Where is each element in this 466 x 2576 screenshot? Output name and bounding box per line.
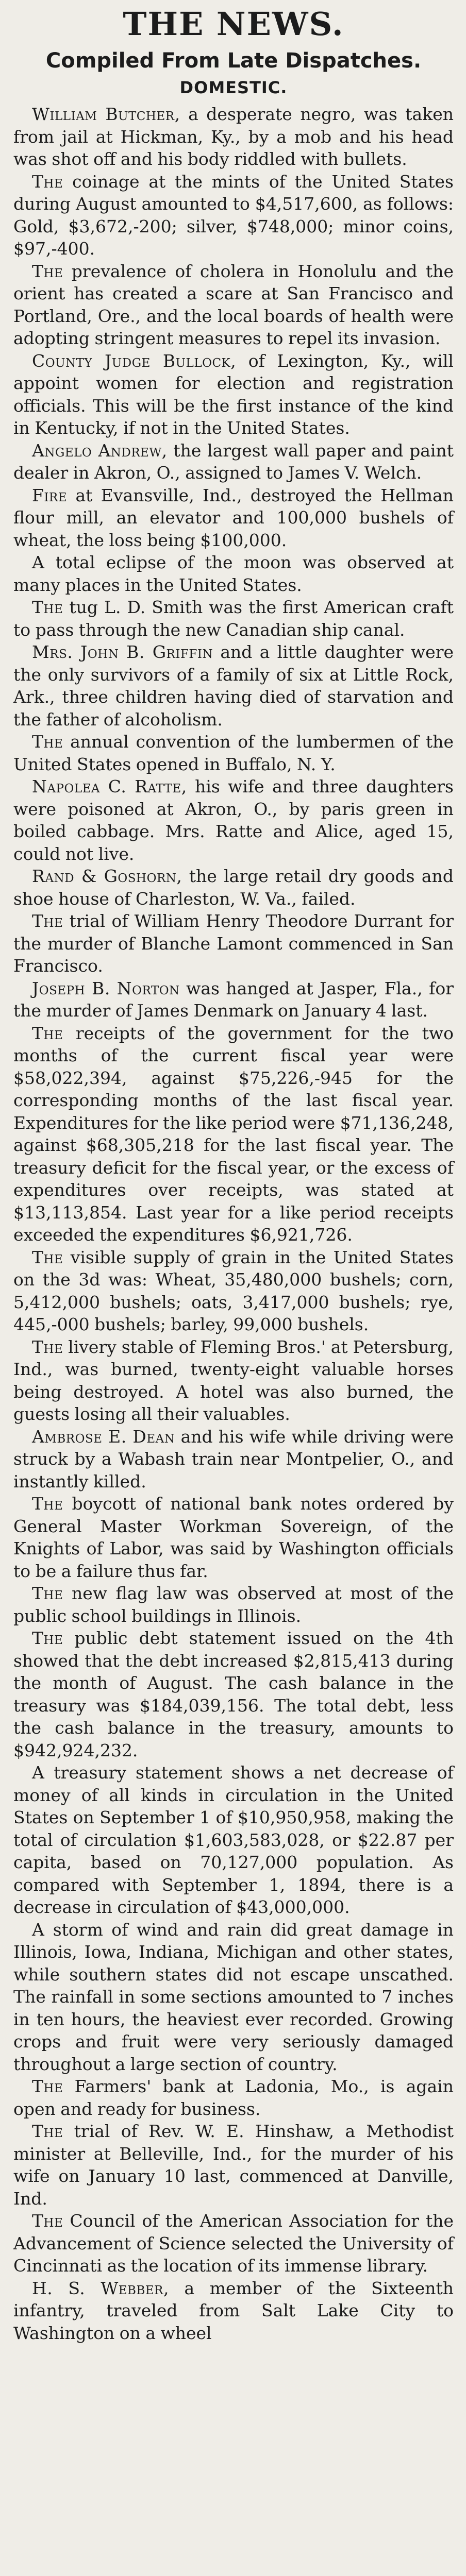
news-item-body: tug L. D. Smith was the first American craft to pass through the new Canadian ship canal. [13,597,454,640]
news-item-lead: A [32,1762,45,1783]
news-item [13,731,454,775]
news-item-body: his wife and three daughters were poisoned at Akron, O., by paris green in boiled cabbage. Mrs. Ratte and Alice, aged 15, could not live. [13,776,454,864]
news-item-lead: The [32,2211,63,2231]
article-list [13,103,454,2344]
news-item [13,2277,454,2345]
news-item-body: treasury statement shows a net decrease of money of all kinds in circulation in the United States on September 1 of $10,950,958, making the total of circulation $1,603,583,028, or $22.87 per capita, based on 70,127,000 population. As compared with September 1, 1894, there is a decrease in circulation of $43,000,000. [13,1762,454,1917]
news-item [13,910,454,977]
news-item-lead: William Butcher, [32,104,180,124]
news-item-body: coinage at the mints of the United States during August amounted to $4,517,600, as follows: Gold, $3,672,-200; silver, $748,000; minor coins, $97,-400. [13,171,454,259]
news-item-body: annual convention of the lumbermen of the United States opened in Buffalo, N. Y. [13,732,454,774]
news-item-body: and a little daughter were the only survivors of a family of six at Little Rock, Ark., three children having died of starvation and the father of alcoholism. [13,642,454,730]
news-item [13,103,454,171]
news-item [13,596,454,641]
news-item [13,260,454,350]
news-item-lead: The [32,1628,63,1648]
news-item [13,1022,454,1246]
news-item-body: the large retail dry goods and shoe house of Charleston, W. Va., failed. [13,866,454,909]
news-item [13,2075,454,2120]
subheading: Compiled From Late Dispatches. [45,49,422,73]
news-item [13,977,454,1022]
news-item-lead: Mrs. John B. Griffin [32,642,213,662]
news-item-lead: The [32,597,63,617]
news-item-body: Farmers' bank at Ladonia, Mo., is again open and ready for business. [13,2076,454,2119]
news-item [13,1627,454,1761]
news-item-body: at Evansville, Ind., destroyed the Hellman flour mill, an elevator and 100,000 bushels of wheat, the loss being $100,000. [13,485,454,550]
news-item-lead: A [32,1919,45,1940]
news-item-body: trial of William Henry Theodore Durrant for the murder of Blanche Lamont commenced in San Francisco. [13,911,454,976]
news-item-lead: Angelo Andrew, [32,440,168,461]
news-item [13,1246,454,1336]
news-item-body: boycott of national bank notes ordered by General Master Workman Sovereign, of the Knights of Labor, was said by Washington officials to be a failure thus far. [13,1494,454,1581]
news-item-lead: Napolea C. Ratte, [32,776,187,796]
news-item-body: a member of the Sixteenth infantry, traveled from Salt Lake City to Washington on a wheel [13,2278,454,2343]
news-item-body: storm of wind and rain did great damage in Illinois, Iowa, Indiana, Michigan and other states, while southern states did not escape unscathed. The rainfall in some sections amounted to 7 inches in ten hours, the heaviest ever recorded. Growing crops and fruit were very seriously damaged throughout a large section of country. [13,1919,454,2074]
news-item-lead: Joseph B. Norton [32,978,180,998]
news-item-body: visible supply of grain in the United States on the 3d was: Wheat, 35,480,000 bushels; corn, 5,412,000 bushels; oats, 3,417,000 bushels; rye, 445,-000 bushels; barley, 99,000 bushels. [13,1247,454,1334]
news-item [13,1919,454,2076]
news-item-lead: A [32,552,45,572]
news-item [13,551,454,596]
news-item [13,2120,454,2210]
news-item-lead: County Judge Bullock, [32,350,237,371]
news-item-lead: Fire [32,485,68,505]
news-item-body: a desperate negro, was taken from jail at Hickman, Ky., by a mob and his head was shot off and his body riddled with bullets. [13,104,454,169]
news-item-lead: Ambrose E. Dean [32,1426,175,1447]
news-item-lead: H. S. Webber, [32,2278,169,2298]
news-item-body: new flag law was observed at most of the public school buildings in Illinois. [13,1583,454,1626]
news-item-lead: Rand & Goshorn, [32,866,182,886]
news-item-lead: The [32,2076,63,2096]
news-item-lead: The [32,261,63,281]
news-item [13,641,454,731]
news-item-body: was hanged at Jasper, Fla., for the murder of James Denmark on January 4 last. [13,978,454,1021]
news-item [13,439,454,484]
news-item [13,484,454,552]
news-item-lead: The [32,2121,63,2141]
news-item [13,350,454,439]
news-item-lead: The [32,911,63,931]
news-item [13,2210,454,2277]
news-item-lead: The [32,1583,63,1603]
news-item-lead: The [32,1247,63,1267]
news-item-body: livery stable of Fleming Bros.' at Petersburg, Ind., was burned, twenty-eight valuable horses being destroyed. A hotel was also burned, the guests losing all their valuables. [13,1336,454,1424]
masthead: THE NEWS. [123,5,344,43]
news-item-body: public debt statement issued on the 4th showed that the debt increased $2,815,413 during the month of August. The cash balance in the treasury was $184,039,156. The total debt, less the cash balance in the treasury, amounts to $942,924,232. [13,1628,454,1760]
news-item-lead: The [32,1494,63,1514]
news-item-lead: The [32,732,63,752]
news-item-body: receipts of the government for the two months of the current fiscal year were $58,022,394, against $75,226,-945 for the corresponding months of the last fiscal year. Expenditures for the like period were $71,136,248, against $68,305,218 for the last fiscal year. The treasury deficit for the fiscal year, or the excess of expenditures over receipts, was stated at $13,113,854. Last year for a like period receipts exceeded the expenditures $6,921,726. [13,1023,454,1245]
news-item-lead: The [32,1023,63,1043]
news-item [13,1582,454,1627]
news-item-body: prevalence of cholera in Honolulu and the orient has created a scare at San Francisco and Portland, Ore., and the local boards of health were adopting stringent measures to repel its invasion. [13,261,454,348]
news-item [13,1761,454,1919]
news-item [13,1426,454,1493]
news-item [13,1336,454,1426]
news-item-body: and his wife while driving were struck by a Wabash train near Montpelier, O., and instantly killed. [13,1426,454,1492]
news-item [13,1493,454,1582]
news-item-body: total eclipse of the moon was observed at many places in the United States. [13,552,454,595]
news-item-body: the largest wall paper and paint dealer in Akron, O., assigned to James V. Welch. [13,440,454,483]
news-item-body: trial of Rev. W. E. Hinshaw, a Methodist minister at Belleville, Ind., for the murder of his wife on January 10 last, commenced at Danville, Ind. [13,2121,454,2209]
news-item-body: Council of the American Association for the Advancement of Science selected the University of Cincinnati as the location of its immense library. [13,2211,454,2276]
news-item [13,865,454,910]
news-item-lead: The [32,171,63,192]
section-heading: DOMESTIC. [179,78,288,97]
news-item-lead: The [32,1336,63,1357]
news-item-body: of Lexington, Ky., will appoint women for election and registration officials. This will be the first instance of the kind in Kentucky, if not in the United States. [13,350,454,438]
news-item [13,775,454,865]
news-item [13,171,454,260]
